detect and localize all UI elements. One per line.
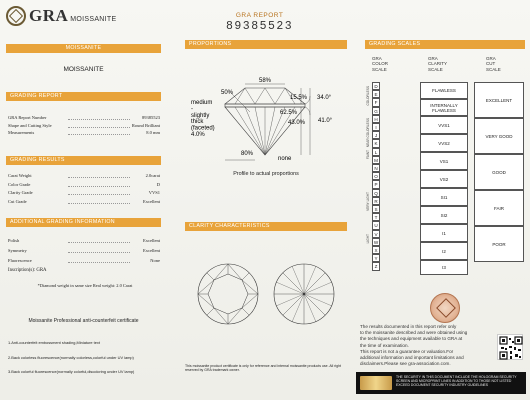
clarity-grade: I1 — [420, 224, 468, 242]
pavilion-pct: 43.0% — [288, 120, 306, 126]
color-letter: J — [372, 131, 380, 139]
qr-code-icon[interactable] — [497, 334, 523, 360]
additional-value: Excellent — [143, 248, 160, 253]
cut-scale-head: GRA CUT SCALE — [486, 56, 501, 72]
result-row — [8, 190, 160, 196]
report-value: Round Brilliant — [131, 122, 160, 128]
clarity-bar: CLARITY CHARACTERISTICS — [185, 222, 347, 231]
result-value: D — [156, 181, 160, 187]
crown-pct: 15.5% — [290, 95, 308, 101]
clarity-grade: I3 — [420, 260, 468, 275]
additional-row — [8, 238, 160, 244]
gra-logo — [6, 6, 116, 26]
color-group-label: VERY LIGHT — [366, 192, 370, 211]
report-value: 89385523 — [142, 115, 160, 120]
disclaimer-line: This report is not a guarantee or valuation.For — [360, 348, 454, 354]
footer-note: This moissanite product certificate is only for reference and internal moissanite products use. All right reserved by GRA trademark owner. — [185, 364, 342, 373]
color-letter: I — [372, 123, 380, 131]
clarity-plots — [196, 262, 336, 326]
brand-name: GRA — [29, 6, 69, 25]
color-group-label: COLORLESS — [366, 86, 370, 106]
report-number: 89385523 — [226, 20, 294, 33]
clarity-grade: VVS2 — [420, 134, 468, 152]
color-scale-head: GRA COLOR SCALE — [372, 56, 389, 72]
report-value: 8.0 mm — [146, 130, 160, 135]
color-letter: V — [372, 230, 380, 238]
disclaimer-line: the time of examination. — [360, 342, 409, 348]
culet: none — [278, 156, 292, 162]
color-letter: X — [372, 246, 380, 254]
clarity-grade: FLAWLESS — [420, 82, 468, 99]
security-text: THE SECURITY IN THIS DOCUMENT INCLUDE THE HOLOGRAM SECURITY SCREEN AND MICROPRINT LINES IN ADDITION TO THOSE NOT LISTED EXCEED DOCUMENT SECURITY INDUSTRY GUIDELINES — [396, 375, 517, 388]
report-row — [8, 130, 160, 136]
color-letter: D — [372, 82, 380, 90]
color-letter: Y — [372, 254, 380, 262]
result-key: Carat Weight — [8, 173, 32, 178]
result-row — [8, 199, 160, 205]
clarity-grade: VS2 — [420, 170, 468, 188]
color-letter: U — [372, 221, 380, 229]
girdle-pct: 50% — [221, 90, 234, 96]
lower-half-pct: 80% — [241, 151, 254, 157]
result-value: 2.0carat — [145, 173, 160, 178]
clarity-grade: VVS1 — [420, 116, 468, 134]
moissanite-bar: MOISSANITE — [6, 44, 161, 53]
pavilion-plot — [274, 264, 334, 324]
color-letter: S — [372, 205, 380, 213]
result-row — [8, 173, 160, 179]
report-header — [226, 12, 293, 33]
cut-grade: EXCELLENT — [474, 82, 524, 118]
proportions-diagram — [185, 52, 347, 167]
report-row — [8, 115, 160, 121]
additional-value: None — [150, 258, 160, 263]
pavilion-angle: 41.0° — [318, 118, 333, 124]
color-letter: R — [372, 197, 380, 205]
grading-scales-bar: GRADING SCALES — [365, 40, 525, 49]
additional-info-bar: ADDITIONAL GRADING INFORMATION — [6, 218, 161, 227]
color-letter: H — [372, 115, 380, 123]
additional-row — [8, 248, 160, 254]
color-letter: K — [372, 139, 380, 147]
note-1: 1.Anti-counterfeit embossment shading,Miniature text — [8, 340, 100, 345]
cut-grade: VERY GOOD — [474, 118, 524, 154]
crown-plot — [198, 264, 258, 324]
color-letter: O — [372, 172, 380, 180]
color-letter: W — [373, 239, 379, 245]
disclaimer-line: The results documented in this report refer only — [360, 324, 457, 329]
cut-grade: FAIR — [474, 190, 524, 226]
color-letter: T — [372, 213, 380, 221]
grading-report-bar: GRADING REPORT — [6, 92, 161, 101]
cut-grade: GOOD — [474, 154, 524, 190]
clarity-grade: SI2 — [420, 206, 468, 224]
cut-grade: POOR — [474, 226, 524, 262]
report-row — [8, 123, 160, 129]
color-letter: L — [372, 148, 380, 156]
additional-key: Polish — [8, 238, 20, 243]
report-key: Shape and Cutting Style — [8, 122, 52, 128]
additional-value: Excellent — [143, 238, 160, 243]
color-group-label: FAINT — [366, 150, 370, 160]
color-letter: F — [372, 98, 380, 106]
color-letter: Z — [372, 262, 380, 270]
color-letter: G — [372, 107, 380, 115]
result-row — [8, 182, 160, 188]
girdle-desc: medium -slightly thick (faceted) 4.0% — [191, 100, 215, 138]
table-pct: 58% — [258, 78, 272, 84]
gra-seal-icon — [430, 293, 460, 323]
additional-key: Symmetry — [8, 248, 27, 253]
disclaimer-line: the techniques and equipment available to GRA at — [360, 336, 463, 342]
professional-cert: Moissanite Professional anti-counterfeit certificate — [28, 318, 139, 324]
report-key: Measurements — [8, 130, 35, 135]
color-letter: P — [372, 180, 380, 188]
color-letter: M — [372, 156, 380, 164]
brand-sub: MOISSANITE — [70, 15, 117, 23]
disclaimer-line: to the moissanite described and were obtained using — [360, 330, 468, 336]
result-key: Color Grade — [8, 181, 31, 187]
pavilion-depth: 62.5% — [280, 110, 298, 116]
report-label: GRA REPORT — [235, 12, 284, 19]
clarity-grade: VS1 — [420, 152, 468, 170]
additional-row — [8, 258, 160, 264]
grading-results-bar: GRADING RESULTS — [6, 156, 161, 165]
hologram-chip-icon — [360, 376, 392, 390]
disclaimer-line: disclaimers.Please see gra-association.com. — [360, 361, 451, 367]
color-group-label: LIGHT — [366, 234, 370, 244]
gra-diamond-icon — [6, 6, 26, 26]
profile-caption: Profile to actual proportions — [233, 171, 299, 177]
proportions-bar: PROPORTIONS — [185, 40, 347, 49]
result-key: Clarity Grade — [8, 190, 33, 195]
clarity-grade: SI1 — [420, 188, 468, 206]
note-3: 3.Back colorful fluorescence(normally colorful,discoloring under UV lamp) — [8, 369, 135, 374]
clarity-scale-head: GRA CLARITY SCALE — [428, 56, 448, 72]
color-letter: N — [372, 164, 380, 172]
diamond-weight-note: *Diamond weight in same size Real weight: 2.0 Carat — [37, 283, 133, 288]
color-letter: E — [372, 90, 380, 98]
result-value: Excellent — [143, 198, 160, 204]
inscription: Inscription(s): GRA — [8, 268, 47, 273]
moissanite-title: MOISSANITE — [63, 66, 104, 73]
clarity-grade: I2 — [420, 242, 468, 260]
additional-key: Fluorescence — [8, 258, 32, 263]
note-2: 2.Back colorless fluorescence(normally colorless,colorful under UV lamp) — [8, 355, 134, 360]
clarity-grade: INTERNALLY FLAWLESS — [420, 99, 468, 116]
crown-angle: 34.0° — [317, 95, 332, 101]
report-key: GRA Report Number — [8, 115, 47, 120]
color-letter: Q — [372, 189, 380, 197]
result-value: VVS1 — [148, 190, 160, 195]
disclaimer-line: additional information and important limitations and — [360, 355, 464, 360]
security-strip — [356, 372, 526, 394]
color-group-label: NEAR COLORLESS — [366, 118, 370, 148]
result-key: Cut Grade — [8, 198, 27, 204]
